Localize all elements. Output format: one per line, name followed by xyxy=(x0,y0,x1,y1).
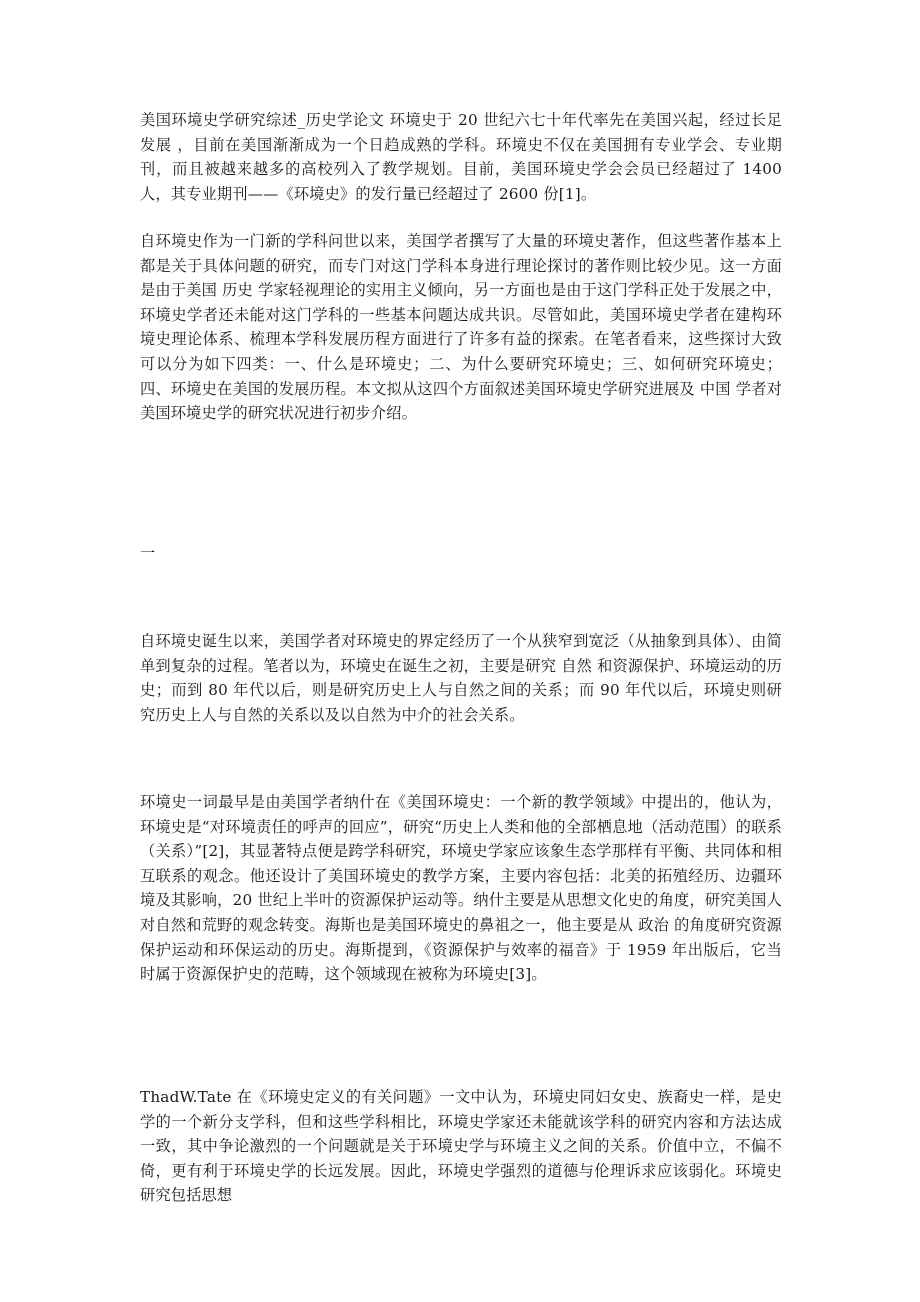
paragraph-definition-evolution: 自环境史诞生以来，美国学者对环境史的界定经历了一个从狭窄到宽泛（从抽象到具体）、由简单到复杂的过程。笔者以为，环境史在诞生之初，主要是研究 自然 和资源保护、环境运动的历史；而到 80 年代以后，则是研究历史上人与自然之间的关系；而 90 年代以后，环境史则研究历史上人与自然的关系以及以自然为中介的社会关系。 xyxy=(140,632,782,724)
paragraph-overview: 自环境史作为一门新的学科问世以来，美国学者撰写了大量的环境史著作，但这些著作基本上都是关于具体问题的研究，而专门对这门学科本身进行理论探讨的著作则比较少见。这一方面是由于美国 历史 学家轻视理论的实用主义倾向，另一方面也是由于这门学科正处于发展之中，环境史学者还未能对这门学科的一些基本问题达成共识。尽管如此，美国环境史学者在建构环境史理论体系、梳理本学科发展历程方面进行了许多有益的探索。在笔者看来，这些探讨大致可以分为如下四类：一、什么是环境史；二、为什么要研究环境史；三、如何研究环境史；四、环境史在美国的发展历程。本文拟从这四个方面叙述美国环境史学研究进展及 中国 学者对美国环境史学的研究状况进行初步介绍。 xyxy=(140,232,782,423)
section-heading-one: 一 xyxy=(140,544,156,562)
paragraph-nash-hays: 环境史一词最早是由美国学者纳什在《美国环境史：一个新的教学领域》中提出的，他认为，环境史是“对环境责任的呼声的回应”，研究“历史上人类和他的全部栖息地（活动范围）的联系（关系）”[2]，其显著特点便是跨学科研究，环境史学家应该象生态学那样有平衡、共同体和相互联系的观念。他还设计了美国环境史的教学方案，主要内容包括：北美的拓殖经历、边疆环境及其影响，20 世纪上半叶的资源保护运动等。纳什主要是从思想文化史的角度，研究美国人对自然和荒野的观念转变。海斯也是美国环境史的鼻祖之一，他主要是从 政治 的角度研究资源保护运动和环保运动的历史。海斯提到，《资源保护与效率的福音》于 1959 年出版后，它当时属于资源保护史的范畴，这个领域现在被称为环境史[3]。 xyxy=(140,793,782,984)
paragraph-intro: 美国环境史学研究综述_历史学论文 环境史于 20 世纪六七十年代率先在美国兴起，经过长足 发展 ，目前在美国渐渐成为一个日趋成熟的学科。环境史不仅在美国拥有专业学会、专业期刊，而且被越来越多的高校列入了教学规划。目前，美国环境史学会会员已经超过了 1400 人，其专业期刊——《环境史》的发行量已经超过了 2600 份[1]。 xyxy=(140,111,782,203)
paragraph-tate: ThadW.Tate 在《环境史定义的有关问题》一文中认为，环境史同妇女史、族裔史一样，是史学的一个新分支学科，但和这些学科相比，环境史学家还未能就该学科的研究内容和方法达成一致，其中争论激烈的一个问题就是关于环境史学与环境主义之间的关系。价值中立，不偏不倚，更有利于环境史学的长远发展。因此，环境史学强烈的道德与伦理诉求应该弱化。环境史研究包括思想 xyxy=(140,1088,782,1205)
